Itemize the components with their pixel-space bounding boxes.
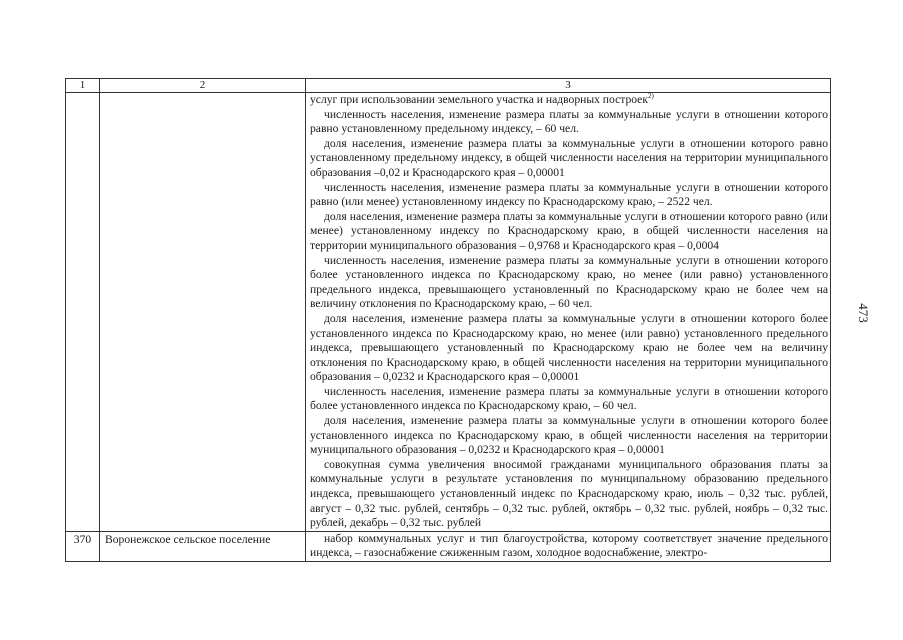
indicator-text: [306, 531, 831, 561]
paragraph: доля населения, изменение размера платы за коммунальные услуги в отношении которого более установленного индекса по Краснодарскому краю, но менее (или равно) установленного предельного индекса, превышающего установленный по Краснодарскому краю не более чем на величину отклонения по Краснодарскому краю, в общей численности населения на территории муниципального образования – 0,0232 и Краснодарского края – 0,00001: [310, 311, 828, 384]
paragraph: набор коммунальных услуг и тип благоустройства, которому соответствует значение предельного индекса, – газоснабжение сжиженным газом, холодное водоснабжение, электро-: [310, 531, 828, 560]
paragraph: доля населения, изменение размера платы за коммунальные услуги в отношении которого более установленного индекса по Краснодарскому краю, в общей численности населения на территории муниципального образования – 0,0232 и Краснодарского края – 0,00001: [310, 414, 828, 457]
paragraph: доля населения, изменение размера платы за коммунальные услуги в отношении которого равно установленному предельному индексу, в общей численности населения на территории муниципального образования –0,02 и Краснодарского края – 0,00001: [310, 136, 828, 179]
paragraph: доля населения, изменение размера платы за коммунальные услуги в отношении которого равно (или менее) установленному индексу по Краснодарскому краю, в общей численности населения на территории муниципального образования – 0,9768 и Краснодарского края – 0,0004: [310, 209, 828, 252]
header-col-1: 1: [66, 79, 100, 93]
table-row-continuation: [66, 93, 831, 532]
header-col-3: 3: [306, 79, 831, 93]
document-table: [65, 78, 831, 562]
footnote-mark: 2): [647, 92, 654, 101]
page-number: 473: [856, 303, 871, 323]
settlement-name: [100, 93, 306, 532]
paragraph: численность населения, изменение размера платы за коммунальные услуги в отношении которого равно (или менее) установленному индексу по Краснодарскому краю, – 2522 чел.: [310, 180, 828, 209]
settlement-name: Воронежское сельское поселение: [100, 531, 306, 561]
header-col-2: 2: [100, 79, 306, 93]
table-row-370: [66, 531, 831, 561]
paragraph: совокупная сумма увеличения вносимой гражданами муниципального образования платы за коммунальные услуги в результате установления по муниципальному образованию предельного индекса, превышающего установленный индекс по Краснодарскому краю, июль – 0,32 тыс. рублей, август – 0,32 тыс. рублей, сентябрь – 0,32 тыс. рублей, октябрь – 0,32 тыс. рублей, ноябрь – 0,32 тыс. рублей, декабрь – 0,32 тыс. рублей: [310, 457, 828, 530]
indicator-text: [306, 93, 831, 532]
paragraph: численность населения, изменение размера платы за коммунальные услуги в отношении которого более установленного индекса по Краснодарскому краю, – 60 чел.: [310, 384, 828, 413]
paragraph: численность населения, изменение размера платы за коммунальные услуги в отношении которого более установленного индекса по Краснодарскому краю, но менее (или равно) установленного предельного индекса, превышающего установленный по Краснодарскому краю не более чем на величину отклонения по Краснодарскому краю, – 60 чел.: [310, 253, 828, 311]
row-number: 370: [66, 531, 100, 561]
paragraph-text: услуг при использовании земельного участка и надворных построек: [310, 93, 648, 106]
row-number: [66, 93, 100, 532]
paragraph: [310, 93, 828, 108]
header-row: [66, 79, 831, 93]
paragraph: численность населения, изменение размера платы за коммунальные услуги в отношении которого равно установленному предельному индексу, – 60 чел.: [310, 107, 828, 136]
